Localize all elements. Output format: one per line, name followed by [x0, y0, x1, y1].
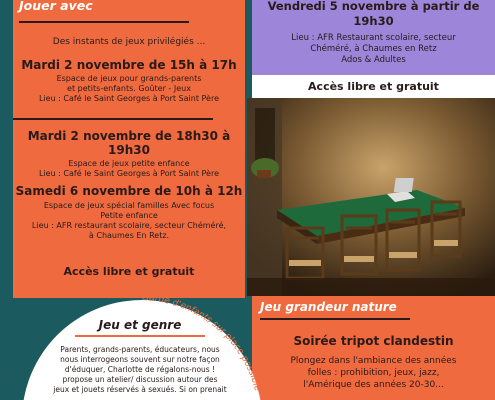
event-1 — [13, 58, 245, 104]
right-bottom-heading: Jeu grandeur nature — [260, 300, 397, 314]
purple-line-3: Ados & Adultes — [341, 55, 406, 65]
event-1-title: Mardi 2 novembre de 15h à 17h — [21, 58, 237, 72]
event-3-line-2: Petite enfance — [100, 211, 158, 220]
left-intro: Des instants de jeux privilégiés ... — [52, 37, 206, 47]
purple-details — [252, 33, 495, 66]
event-1-line-3: Lieu : Café le Saint Georges à Port Saint Père — [38, 94, 220, 103]
garde-enfants-arc-text: Garde d'enfants sur place possible — [141, 292, 263, 393]
event-2 — [13, 129, 245, 179]
circle-content — [40, 318, 240, 395]
circle-heading: Jeu et genre — [98, 318, 182, 332]
left-divider-1 — [13, 118, 213, 120]
left-access-text: Accès libre et gratuit — [63, 265, 195, 278]
right-bottom-line-1: Plongez dans l'ambiance des années — [290, 356, 457, 366]
left-panel — [13, 0, 245, 298]
white-band — [252, 75, 495, 98]
right-bottom-title: Soirée tripot clandestin — [293, 334, 454, 348]
right-bottom-line-2: folles : prohibition, jeux, jazz, — [307, 368, 440, 378]
circle-line-1: Parents, grands-parents, éducateurs, nous — [60, 345, 220, 354]
venue-photo — [247, 98, 495, 296]
event-3-line-4: à Chaumes En Retz. — [88, 231, 170, 240]
circle-line-4: propose un atelier/ discussion autour des — [62, 375, 218, 384]
event-3-line-3: Lieu : AFR restaurant scolaire, secteur Chéméré, — [31, 221, 227, 230]
right-bottom-panel — [252, 296, 495, 400]
circle-line-5: jeux et jouets réservés à sexués. Si on prenait — [53, 385, 227, 394]
event-2-line-1: Espace de jeux petite enfance — [68, 159, 190, 168]
event-3-title: Samedi 6 novembre de 10h à 12h — [15, 184, 243, 198]
left-heading-underline — [19, 21, 189, 23]
right-bottom-line-3: l'Amérique des années 20-30... — [303, 380, 444, 390]
purple-title-line-2: 19h30 — [353, 14, 394, 28]
circle-line-2: nous interrogeons souvent sur notre façon — [60, 355, 220, 364]
venue-photo-illustration — [247, 98, 495, 296]
purple-line-1: Lieu : AFR Restaurant scolaire, secteur — [291, 33, 456, 43]
event-3 — [13, 184, 245, 241]
circle-text — [40, 345, 240, 395]
purple-title-line-1: Vendredi 5 novembre à partir de — [267, 0, 480, 13]
event-3-line-1: Espace de jeux spécial familles Avec focus — [43, 201, 215, 210]
right-bottom-description — [252, 355, 495, 391]
white-band-access-text: Accès libre et gratuit — [308, 80, 439, 93]
event-2-line-2: Lieu : Café le Saint Georges à Port Saint Père — [38, 169, 220, 178]
circle-heading-underline — [75, 335, 205, 337]
event-1-line-2: et petits-enfants. Goûter - Jeux — [67, 84, 191, 93]
circle-line-3: d'éduquer, Charlotte de régalons-nous ! — [64, 365, 216, 374]
purple-line-2: Chéméré, à Chaumes en Retz — [310, 44, 437, 54]
right-bottom-heading-underline — [260, 318, 410, 320]
event-2-title: Mardi 2 novembre de 18h30 à 19h30 — [27, 129, 231, 157]
event-1-line-1: Espace de jeux pour grands-parents — [56, 74, 202, 83]
left-heading: Jouer avec — [19, 0, 93, 13]
